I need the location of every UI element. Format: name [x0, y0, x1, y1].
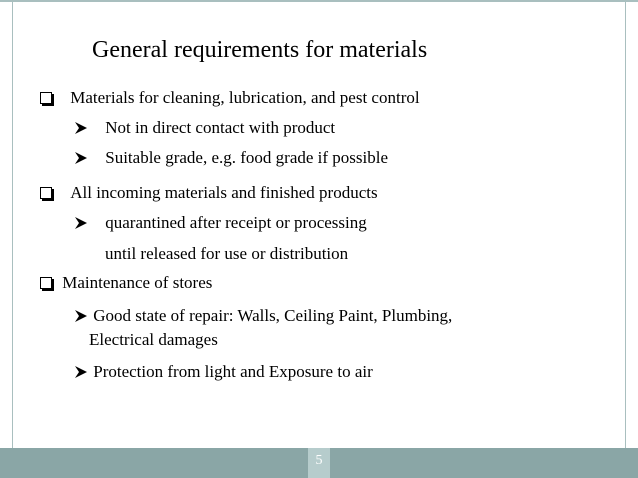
list-item-text: Protection from light and Exposure to air: [93, 362, 373, 381]
list-item: [75, 305, 452, 327]
page-number: 5: [308, 448, 330, 478]
list-item: [40, 87, 420, 109]
arrow-bullet-icon: [75, 152, 87, 164]
list-item: [75, 117, 335, 139]
list-item-text: Electrical damages: [89, 330, 218, 349]
list-item-text: Maintenance of stores: [62, 273, 213, 292]
checkbox-bullet-icon: [40, 92, 52, 104]
list-item-text: Not in direct contact with product: [105, 118, 336, 137]
arrow-bullet-icon: [75, 217, 87, 229]
list-item-text: All incoming materials and finished products: [70, 183, 378, 202]
list-item-text: until released for use or distribution: [105, 244, 349, 263]
list-item: [40, 182, 378, 204]
list-item-text: Suitable grade, e.g. food grade if possible: [105, 148, 389, 167]
arrow-bullet-icon: [75, 366, 87, 378]
list-item: [75, 212, 367, 234]
list-item: [75, 361, 373, 383]
list-item-continuation: [105, 243, 348, 265]
checkbox-bullet-icon: [40, 277, 52, 289]
list-item-continuation: [89, 329, 218, 351]
list-item: [40, 272, 212, 294]
arrow-bullet-icon: [75, 310, 87, 322]
checkbox-bullet-icon: [40, 187, 52, 199]
list-item: [75, 147, 388, 169]
footer-bar: [0, 448, 638, 478]
list-item-text: Good state of repair: Walls, Ceiling Paint, Plumbing,: [93, 306, 453, 325]
list-item-text: Materials for cleaning, lubrication, and pest control: [70, 88, 420, 107]
arrow-bullet-icon: [75, 122, 87, 134]
slide-title: General requirements for materials: [92, 37, 428, 63]
list-item-text: quarantined after receipt or processing: [105, 213, 367, 232]
